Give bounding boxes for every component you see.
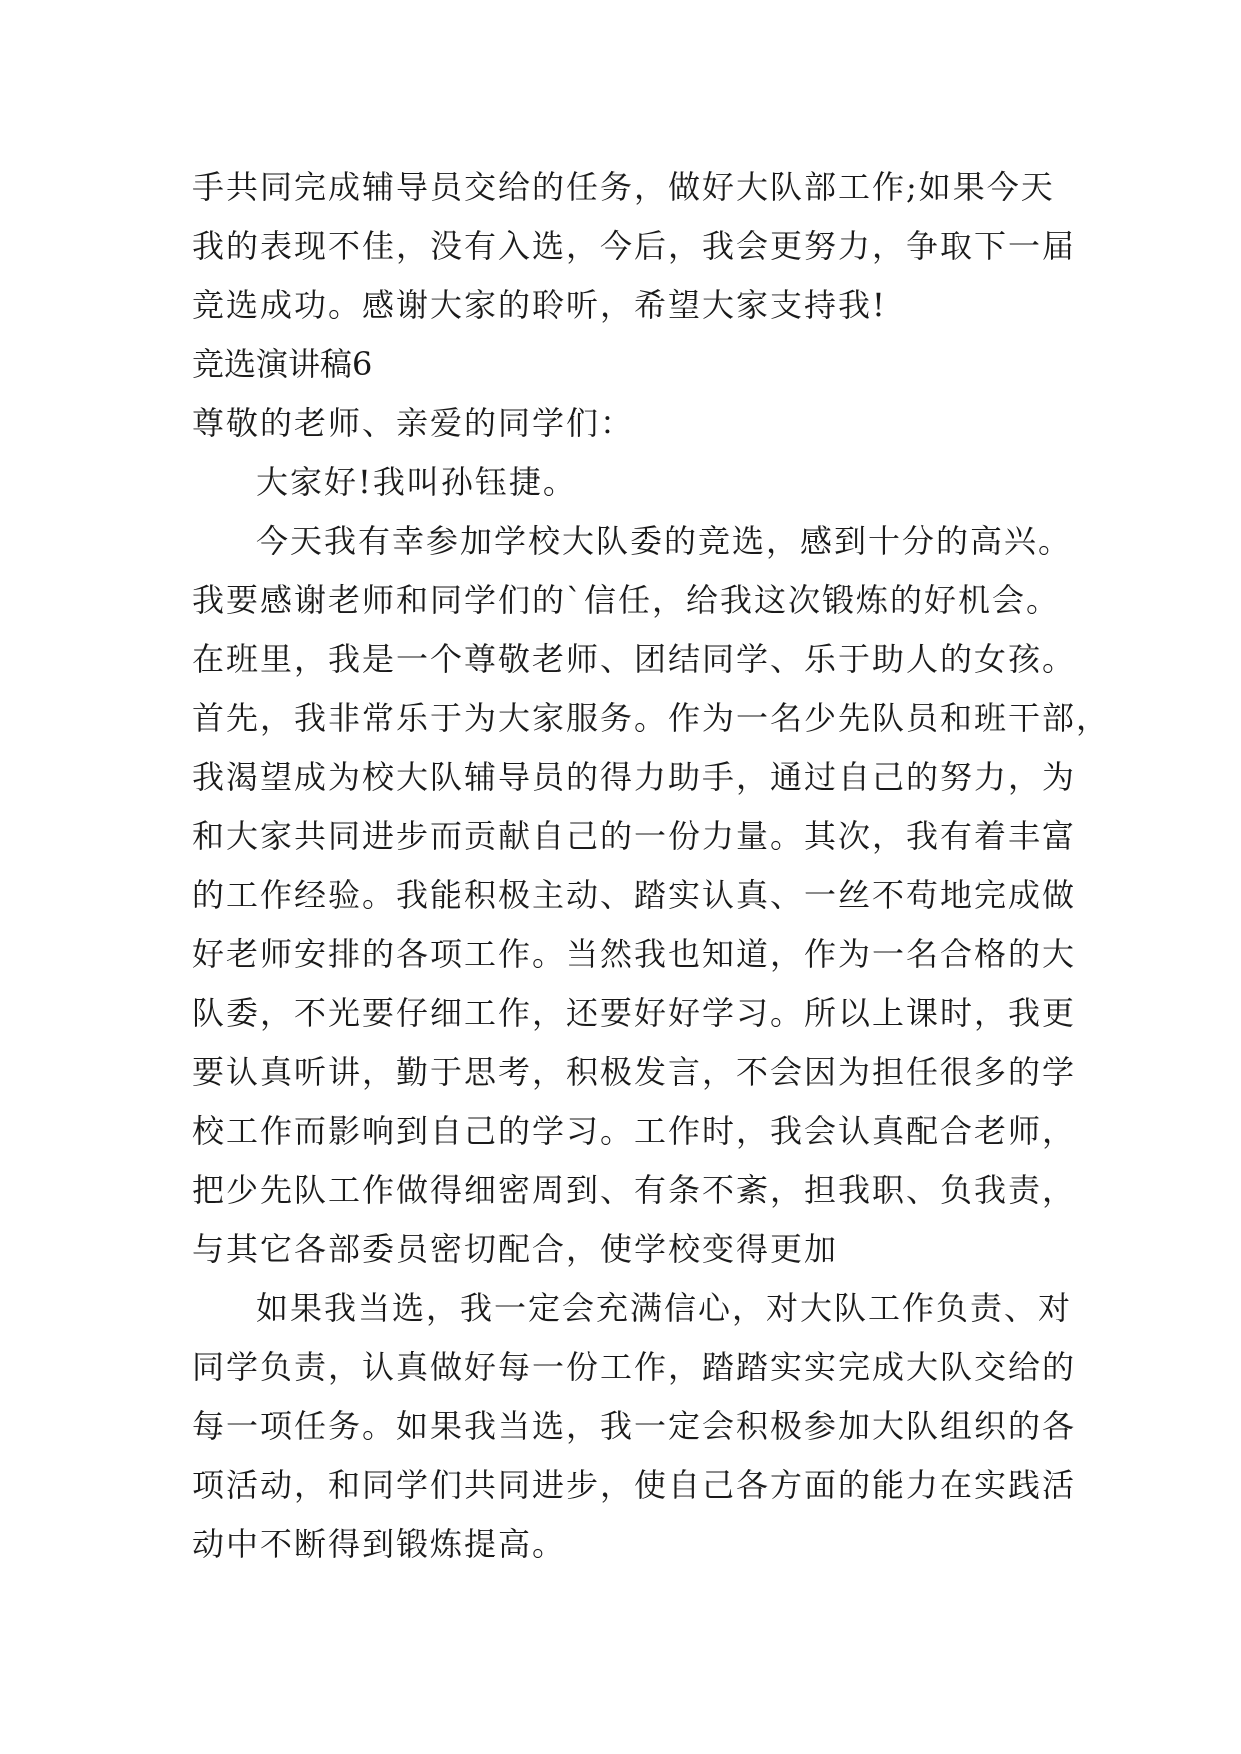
paragraph-start-line: 大家好!我叫孙钰捷。 — [256, 463, 577, 501]
section-heading: 竞选演讲稿6 — [192, 345, 373, 383]
text-line: 我要感谢老师和同学们的`信任，给我这次锻炼的好机会。 — [192, 581, 1061, 619]
document-body — [192, 158, 1111, 1574]
text-line: 要认真听讲，勤于思考，积极发言，不会因为担任很多的学 — [192, 1053, 1077, 1091]
paragraph-start-line: 今天我有幸参加学校大队委的竞选，感到十分的高兴。 — [256, 522, 1073, 560]
text-line: 手共同完成辅导员交给的任务，做好大队部工作;如果今天 — [192, 168, 1055, 206]
text-line: 我渴望成为校大队辅导员的得力助手，通过自己的努力，为 — [192, 758, 1077, 796]
text-line: 队委，不光要仔细工作，还要好好学习。所以上课时，我更 — [192, 994, 1077, 1032]
text-line: 每一项任务。如果我当选，我一定会积极参加大队组织的各 — [192, 1407, 1077, 1445]
text-line: 竞选成功。感谢大家的聆听，希望大家支持我! — [192, 286, 887, 324]
text-line: 好老师安排的各项工作。当然我也知道，作为一名合格的大 — [192, 935, 1077, 973]
text-line: 在班里，我是一个尊敬老师、团结同学、乐于助人的女孩。 — [192, 640, 1077, 678]
text-line: 动中不断得到锻炼提高。 — [192, 1525, 567, 1563]
text-line: 我的表现不佳，没有入选，今后，我会更努力，争取下一届 — [192, 227, 1077, 265]
text-line: 与其它各部委员密切配合，使学校变得更加 — [192, 1230, 839, 1268]
text-line: 项活动，和同学们共同进步，使自己各方面的能力在实践活 — [192, 1466, 1077, 1504]
text-line: 首先，我非常乐于为大家服务。作为一名少先队员和班干部， — [192, 699, 1111, 737]
text-line: 把少先队工作做得细密周到、有条不紊，担我职、负我责， — [192, 1171, 1077, 1209]
paragraph-start-line: 如果我当选，我一定会充满信心，对大队工作负责、对 — [256, 1289, 1073, 1327]
text-line: 校工作而影响到自己的学习。工作时，我会认真配合老师， — [192, 1112, 1077, 1150]
text-line: 同学负责，认真做好每一份工作，踏踏实实完成大队交给的 — [192, 1348, 1077, 1386]
text-line: 的工作经验。我能积极主动、踏实认真、一丝不苟地完成做 — [192, 876, 1077, 914]
salutation-line: 尊敬的老师、亲爱的同学们： — [192, 404, 635, 442]
text-line: 和大家共同进步而贡献自己的一份力量。其次，我有着丰富 — [192, 817, 1077, 855]
